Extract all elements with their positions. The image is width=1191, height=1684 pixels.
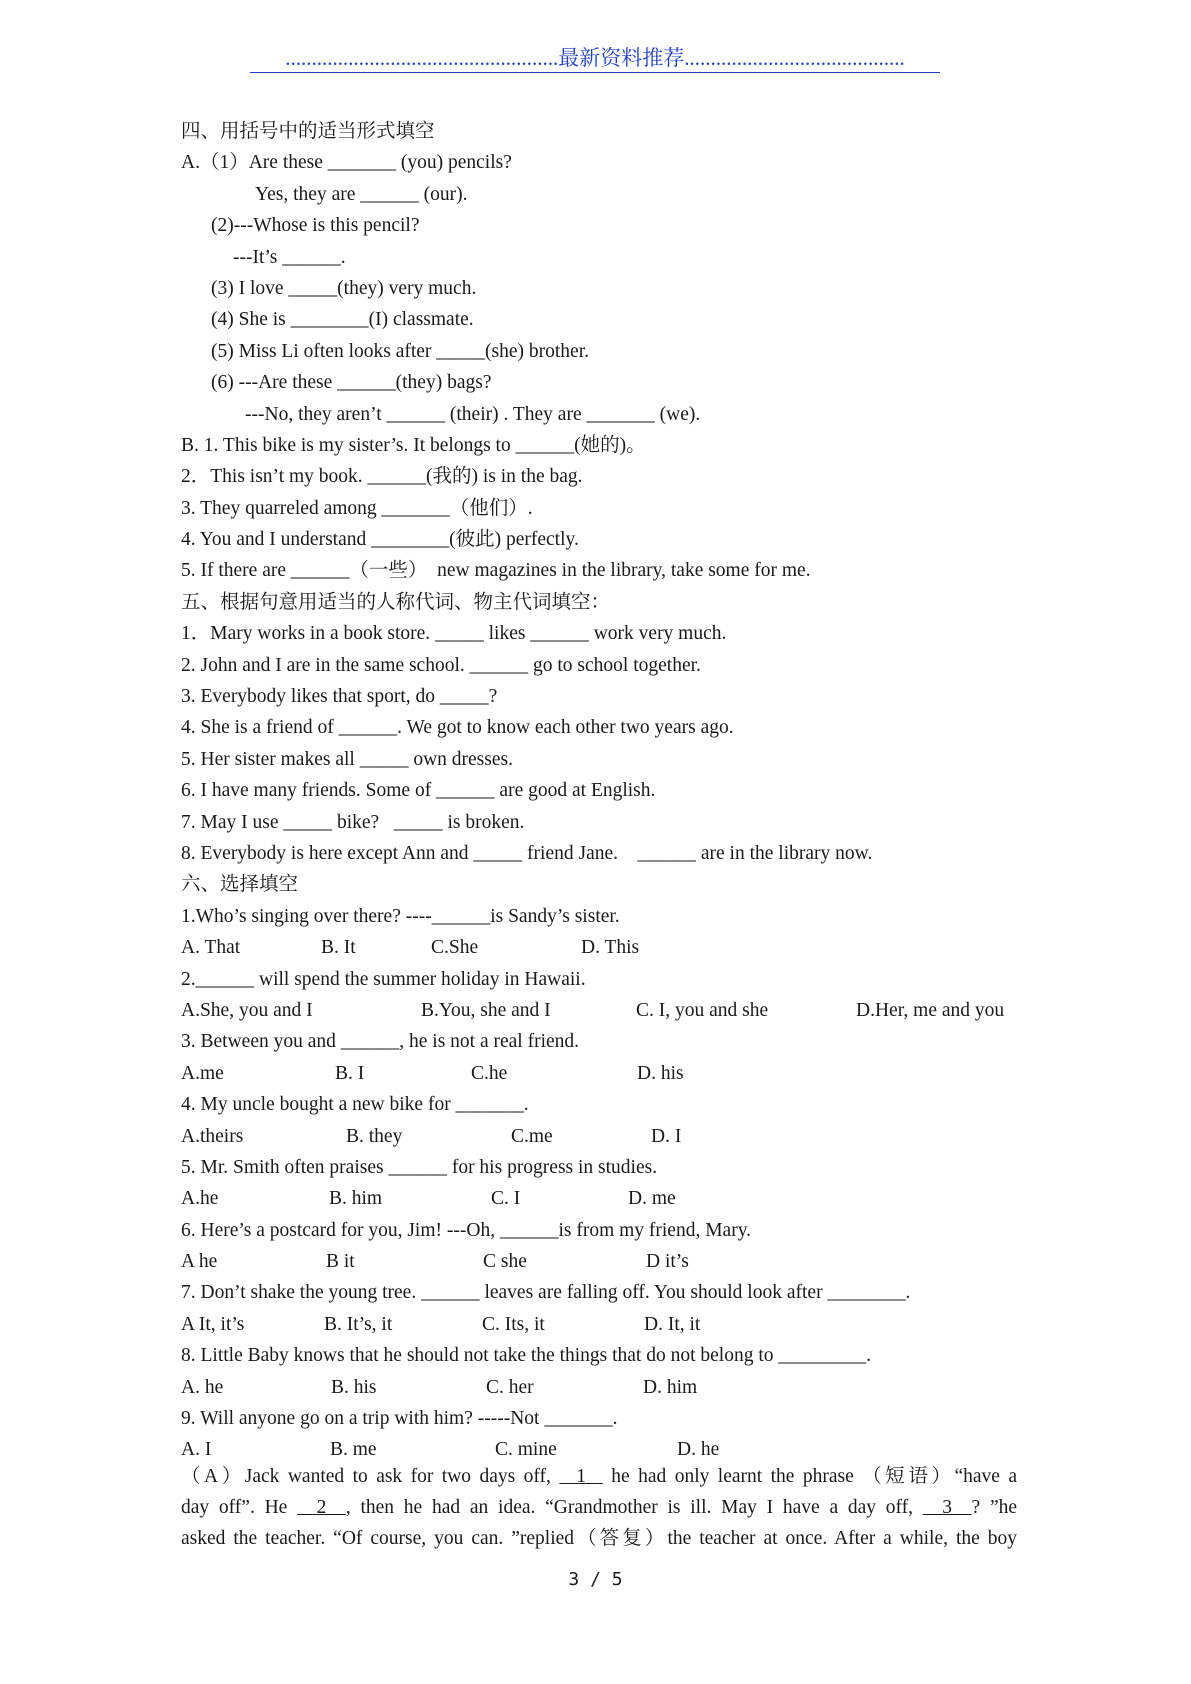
answer-option: B it: [326, 1251, 355, 1273]
answer-option: D it’s: [646, 1251, 689, 1273]
answer-option: B. me: [330, 1439, 377, 1461]
worksheet-line: 8. Everybody is here except Ann and _____ friend Jane. ______ are in the library now.: [181, 842, 873, 864]
worksheet-line: 3. Everybody likes that sport, do _____?: [181, 686, 498, 708]
answer-option: B. It: [321, 937, 356, 959]
answer-option: C. I, you and she: [636, 999, 769, 1021]
blank-number: 3: [922, 1497, 972, 1518]
worksheet-line: 7. May I use _____ bike? _____ is broken.: [181, 811, 525, 833]
answer-option: A. That: [181, 937, 241, 959]
worksheet-line: (6) ---Are these ______(they) bags?: [211, 372, 492, 394]
worksheet-line: Yes, they are ______ (our).: [255, 183, 468, 205]
worksheet-line: B. 1. This bike is my sister’s. It belongs to ______(她的)。: [181, 434, 646, 456]
worksheet-line: 四、用括号中的适当形式填空: [181, 121, 435, 142]
worksheet-line: 六、选择填空: [181, 874, 299, 896]
worksheet-line: (3) I love _____(they) very much.: [211, 277, 477, 299]
worksheet-line: 8. Little Baby knows that he should not take the things that do not belong to _________.: [181, 1345, 872, 1367]
answer-option: A.She, you and I: [181, 999, 313, 1021]
answer-option: A.he: [181, 1188, 219, 1210]
worksheet-line: 5. Mr. Smith often praises ______ for his progress in studies.: [181, 1156, 658, 1178]
answer-option: D. I: [651, 1125, 682, 1147]
answer-option: C.he: [471, 1062, 508, 1084]
answer-option: D. It, it: [644, 1313, 701, 1335]
answer-option: A.theirs: [181, 1125, 244, 1147]
answer-option: A. he: [181, 1376, 224, 1398]
answer-options: [181, 1058, 1021, 1089]
answer-option: D. me: [628, 1188, 676, 1210]
answer-option: D. he: [677, 1439, 720, 1461]
worksheet-line: 五、根据句意用适当的人称代词、物主代词填空：: [181, 591, 611, 613]
worksheet-line: (4) She is ________(I) classmate.: [211, 309, 474, 331]
answer-option: A It, it’s: [181, 1313, 245, 1335]
answer-options: [181, 995, 1021, 1026]
worksheet-line: (2)---Whose is this pencil?: [211, 215, 420, 237]
answer-option: B. It’s, it: [324, 1313, 393, 1335]
answer-options: [181, 1309, 1021, 1340]
answer-option: C.She: [431, 937, 479, 959]
page-header: ....................................................最新资料推荐..........................................: [250, 46, 940, 73]
answer-option: C. her: [486, 1376, 534, 1398]
passage-text: he had only learnt the phrase （短语）“have a: [602, 1466, 1018, 1487]
worksheet-line: 3. They quarreled among _______（他们）.: [181, 497, 533, 519]
answer-option: D. This: [581, 937, 640, 959]
answer-options: [181, 1183, 1021, 1214]
worksheet-line: (5) Miss Li often looks after _____(she) brother.: [211, 340, 590, 362]
answer-options: [181, 1121, 1021, 1152]
answer-option: D. his: [637, 1062, 684, 1084]
answer-option: B. his: [331, 1376, 377, 1398]
answer-option: B.You, she and I: [421, 999, 551, 1021]
passage-text: day off”. He: [181, 1497, 298, 1518]
passage-text: asked the teacher. “Of course, you can. ”replied（答复）the teacher at once. After a while, the boy: [181, 1528, 1017, 1549]
answer-option: A.me: [181, 1062, 224, 1084]
worksheet-line: 2. John and I are in the same school. ______ go to school together.: [181, 654, 701, 676]
answer-option: D.Her, me and you: [856, 999, 1005, 1021]
worksheet-line: 4. She is a friend of ______. We got to know each other two years ago.: [181, 717, 734, 739]
passage-text: ? ”he: [971, 1497, 1018, 1518]
passage-text: （A）Jack wanted to ask for two days off,: [181, 1466, 560, 1487]
passage-text: , then he had an idea. “Grandmother is ill. May I have a day off,: [345, 1497, 923, 1518]
worksheet-line: 4. You and I understand ________(彼此) perfectly.: [181, 529, 579, 551]
worksheet-line: 5. Her sister makes all _____ own dresses.: [181, 748, 513, 770]
worksheet-line: 2.______ will spend the summer holiday in Hawaii.: [181, 968, 586, 990]
worksheet-line: 3. Between you and ______, he is not a real friend.: [181, 1031, 580, 1053]
worksheet-line: A.（1）Are these _______ (you) pencils?: [181, 152, 512, 174]
worksheet-line: 6. I have many friends. Some of ______ are good at English.: [181, 780, 656, 802]
blank-number: 1: [559, 1466, 603, 1487]
answer-option: A. I: [181, 1439, 212, 1461]
worksheet-line: 7. Don’t shake the young tree. ______ leaves are falling off. You should look after ________.: [181, 1282, 911, 1304]
page-number: 3 / 5: [568, 1569, 623, 1590]
answer-option: B. I: [335, 1062, 365, 1084]
worksheet-line: 1.Who’s singing over there? ----______is Sandy’s sister.: [181, 905, 620, 927]
passage-line: [181, 1492, 1017, 1523]
worksheet-line: ---It’s ______.: [233, 246, 346, 268]
worksheet-line: 4. My uncle bought a new bike for _______.: [181, 1094, 529, 1116]
answer-option: B. they: [346, 1125, 403, 1147]
passage-line: [181, 1461, 1017, 1492]
worksheet-line: ---No, they aren’t ______ (their) . They are _______ (we).: [245, 403, 701, 425]
worksheet-line: 5. If there are ______（一些） new magazines in the library, take some for me.: [181, 560, 811, 582]
answer-option: D. him: [643, 1376, 698, 1398]
answer-options: [181, 932, 1021, 963]
worksheet-line: 2．This isn’t my book. ______(我的) is in the bag.: [181, 466, 583, 488]
worksheet-line: 6. Here’s a postcard for you, Jim! ---Oh, ______is from my friend, Mary.: [181, 1219, 752, 1241]
answer-option: C. I: [491, 1188, 521, 1210]
worksheet-line: 9. Will anyone go on a trip with him? -----Not _______.: [181, 1408, 618, 1430]
reading-passage: [181, 1461, 1017, 1554]
blank-number: 2: [297, 1497, 346, 1518]
answer-options: [181, 1246, 1021, 1277]
passage-line: [181, 1523, 1017, 1554]
answer-options: [181, 1372, 1021, 1403]
answer-option: C. Its, it: [482, 1313, 545, 1335]
worksheet-content: [181, 116, 1021, 1466]
answer-option: C. mine: [495, 1439, 557, 1461]
answer-option: C she: [483, 1251, 527, 1273]
answer-option: A he: [181, 1251, 218, 1273]
answer-option: C.me: [511, 1125, 553, 1147]
worksheet-line: 1．Mary works in a book store. _____ likes ______ work very much.: [181, 623, 727, 645]
answer-option: B. him: [329, 1188, 383, 1210]
